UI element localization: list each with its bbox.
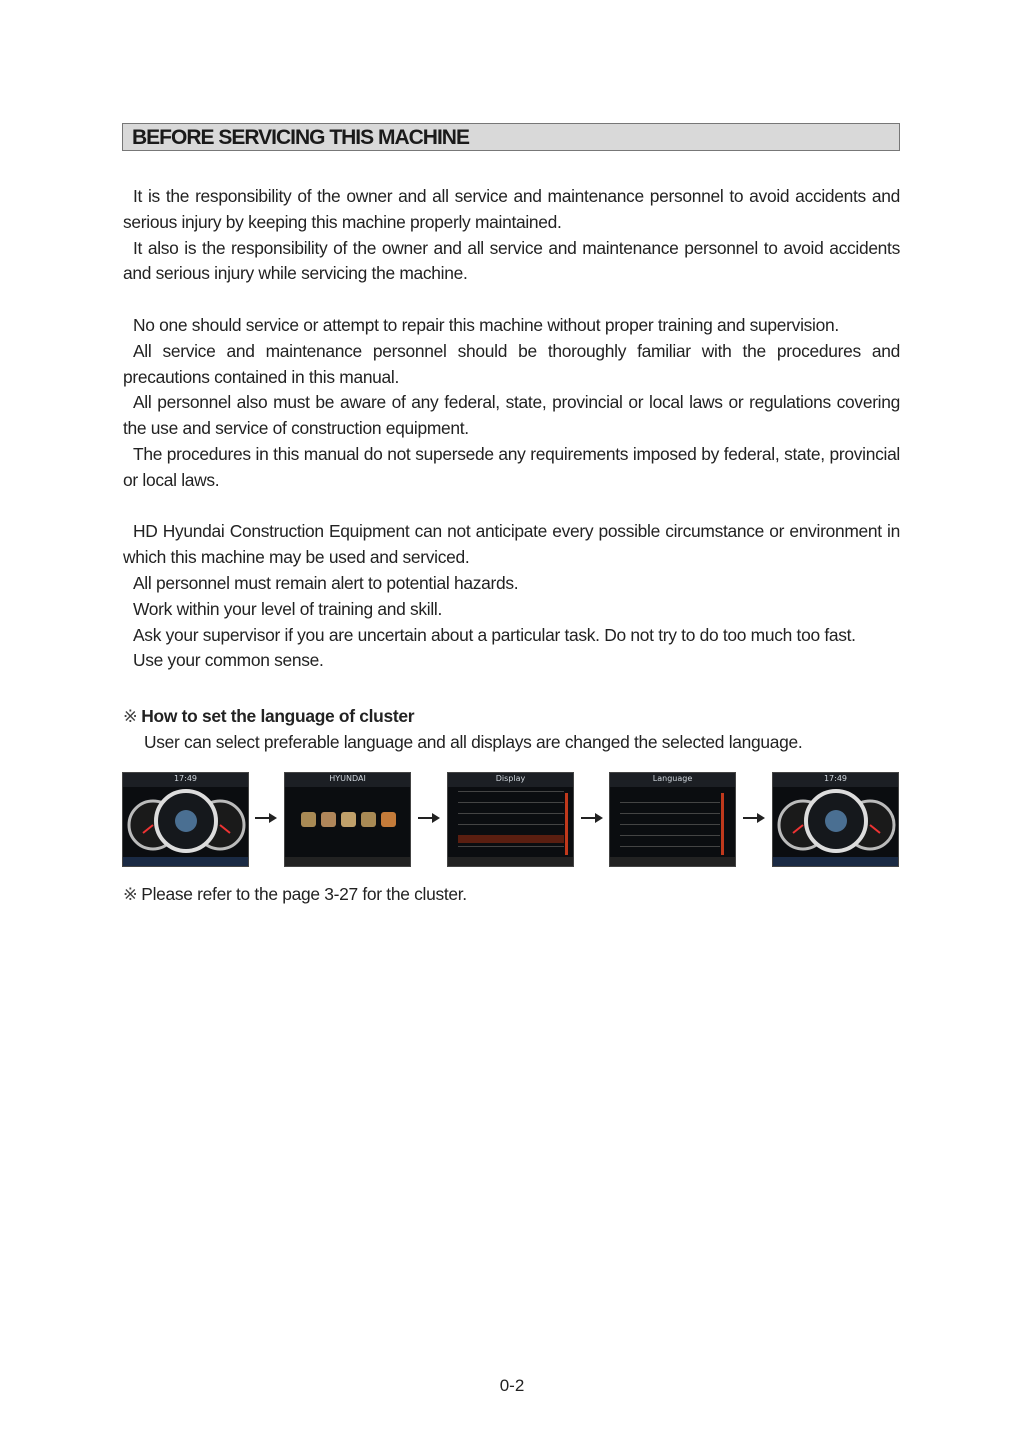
- note-heading: [123, 706, 414, 727]
- paragraph: All personnel must remain alert to potential hazards.: [133, 572, 519, 593]
- clock-text: 17:49: [173, 774, 198, 783]
- cluster-screen-display: [447, 772, 574, 867]
- gauge-icon: [773, 773, 899, 867]
- paragraph: The procedures in this manual do not supersede any requirements imposed by federal, state, provincial or local laws.: [123, 443, 900, 490]
- language-label: Language: [652, 774, 693, 783]
- note-heading-text: How to set the language of cluster: [141, 706, 415, 726]
- list-rows: [610, 773, 736, 867]
- cluster-screen-gauges-result: [772, 772, 899, 867]
- paragraph: All personnel also must be aware of any federal, state, provincial or local laws or regulations covering the use and service of construction equipment.: [123, 392, 900, 439]
- gauge-icon: [123, 773, 249, 867]
- page-number: 0-2: [499, 1376, 525, 1395]
- paragraph: HD Hyundai Construction Equipment can not anticipate every possible circumstance or environment in which this machine may be used and serviced.: [123, 521, 900, 568]
- paragraph: All service and maintenance personnel should be thoroughly familiar with the procedures and precautions contained in this manual.: [123, 340, 900, 387]
- display-label: Display: [495, 774, 526, 783]
- cluster-screen-menu: [284, 772, 411, 867]
- cluster-screen-language: [609, 772, 736, 867]
- paragraph: Use your common sense.: [133, 650, 324, 671]
- paragraph: Ask your supervisor if you are uncertain about a particular task. Do not try to do too much too fast.: [133, 624, 856, 645]
- clock-text: 17:49: [823, 774, 848, 783]
- note-text: User can select preferable language and all displays are changed the selected language.: [144, 732, 803, 752]
- brand-text: HYUNDAI: [329, 774, 366, 783]
- arrow-right-icon: [255, 812, 277, 824]
- list-rows: [448, 773, 574, 867]
- body-text: [123, 184, 900, 674]
- paragraph: It is the responsibility of the owner and all service and maintenance personnel to avoid accidents and serious injury by keeping this machine properly maintained.: [123, 186, 900, 232]
- paragraph: No one should service or attempt to repair this machine without proper training and supervision.: [133, 314, 839, 335]
- reference-note-text: Please refer to the page 3-27 for the cluster.: [141, 884, 467, 904]
- paragraph: Work within your level of training and skill.: [133, 598, 443, 619]
- cluster-screens-sequence: [122, 772, 900, 867]
- arrow-right-icon: [581, 812, 603, 824]
- arrow-right-icon: [418, 812, 440, 824]
- cluster-screen-gauges: [122, 772, 249, 867]
- arrow-right-icon: [743, 812, 765, 824]
- menu-icons: [285, 773, 411, 867]
- reference-note: [123, 884, 467, 905]
- reference-mark: ※: [123, 706, 138, 726]
- section-title-box: [122, 123, 900, 151]
- reference-mark: ※: [123, 884, 138, 904]
- paragraph: It also is the responsibility of the owner and all service and maintenance personnel to avoid accidents and serious injury while servicing the machine.: [123, 237, 900, 284]
- section-title: BEFORE SERVICING THIS MACHINE: [132, 126, 469, 149]
